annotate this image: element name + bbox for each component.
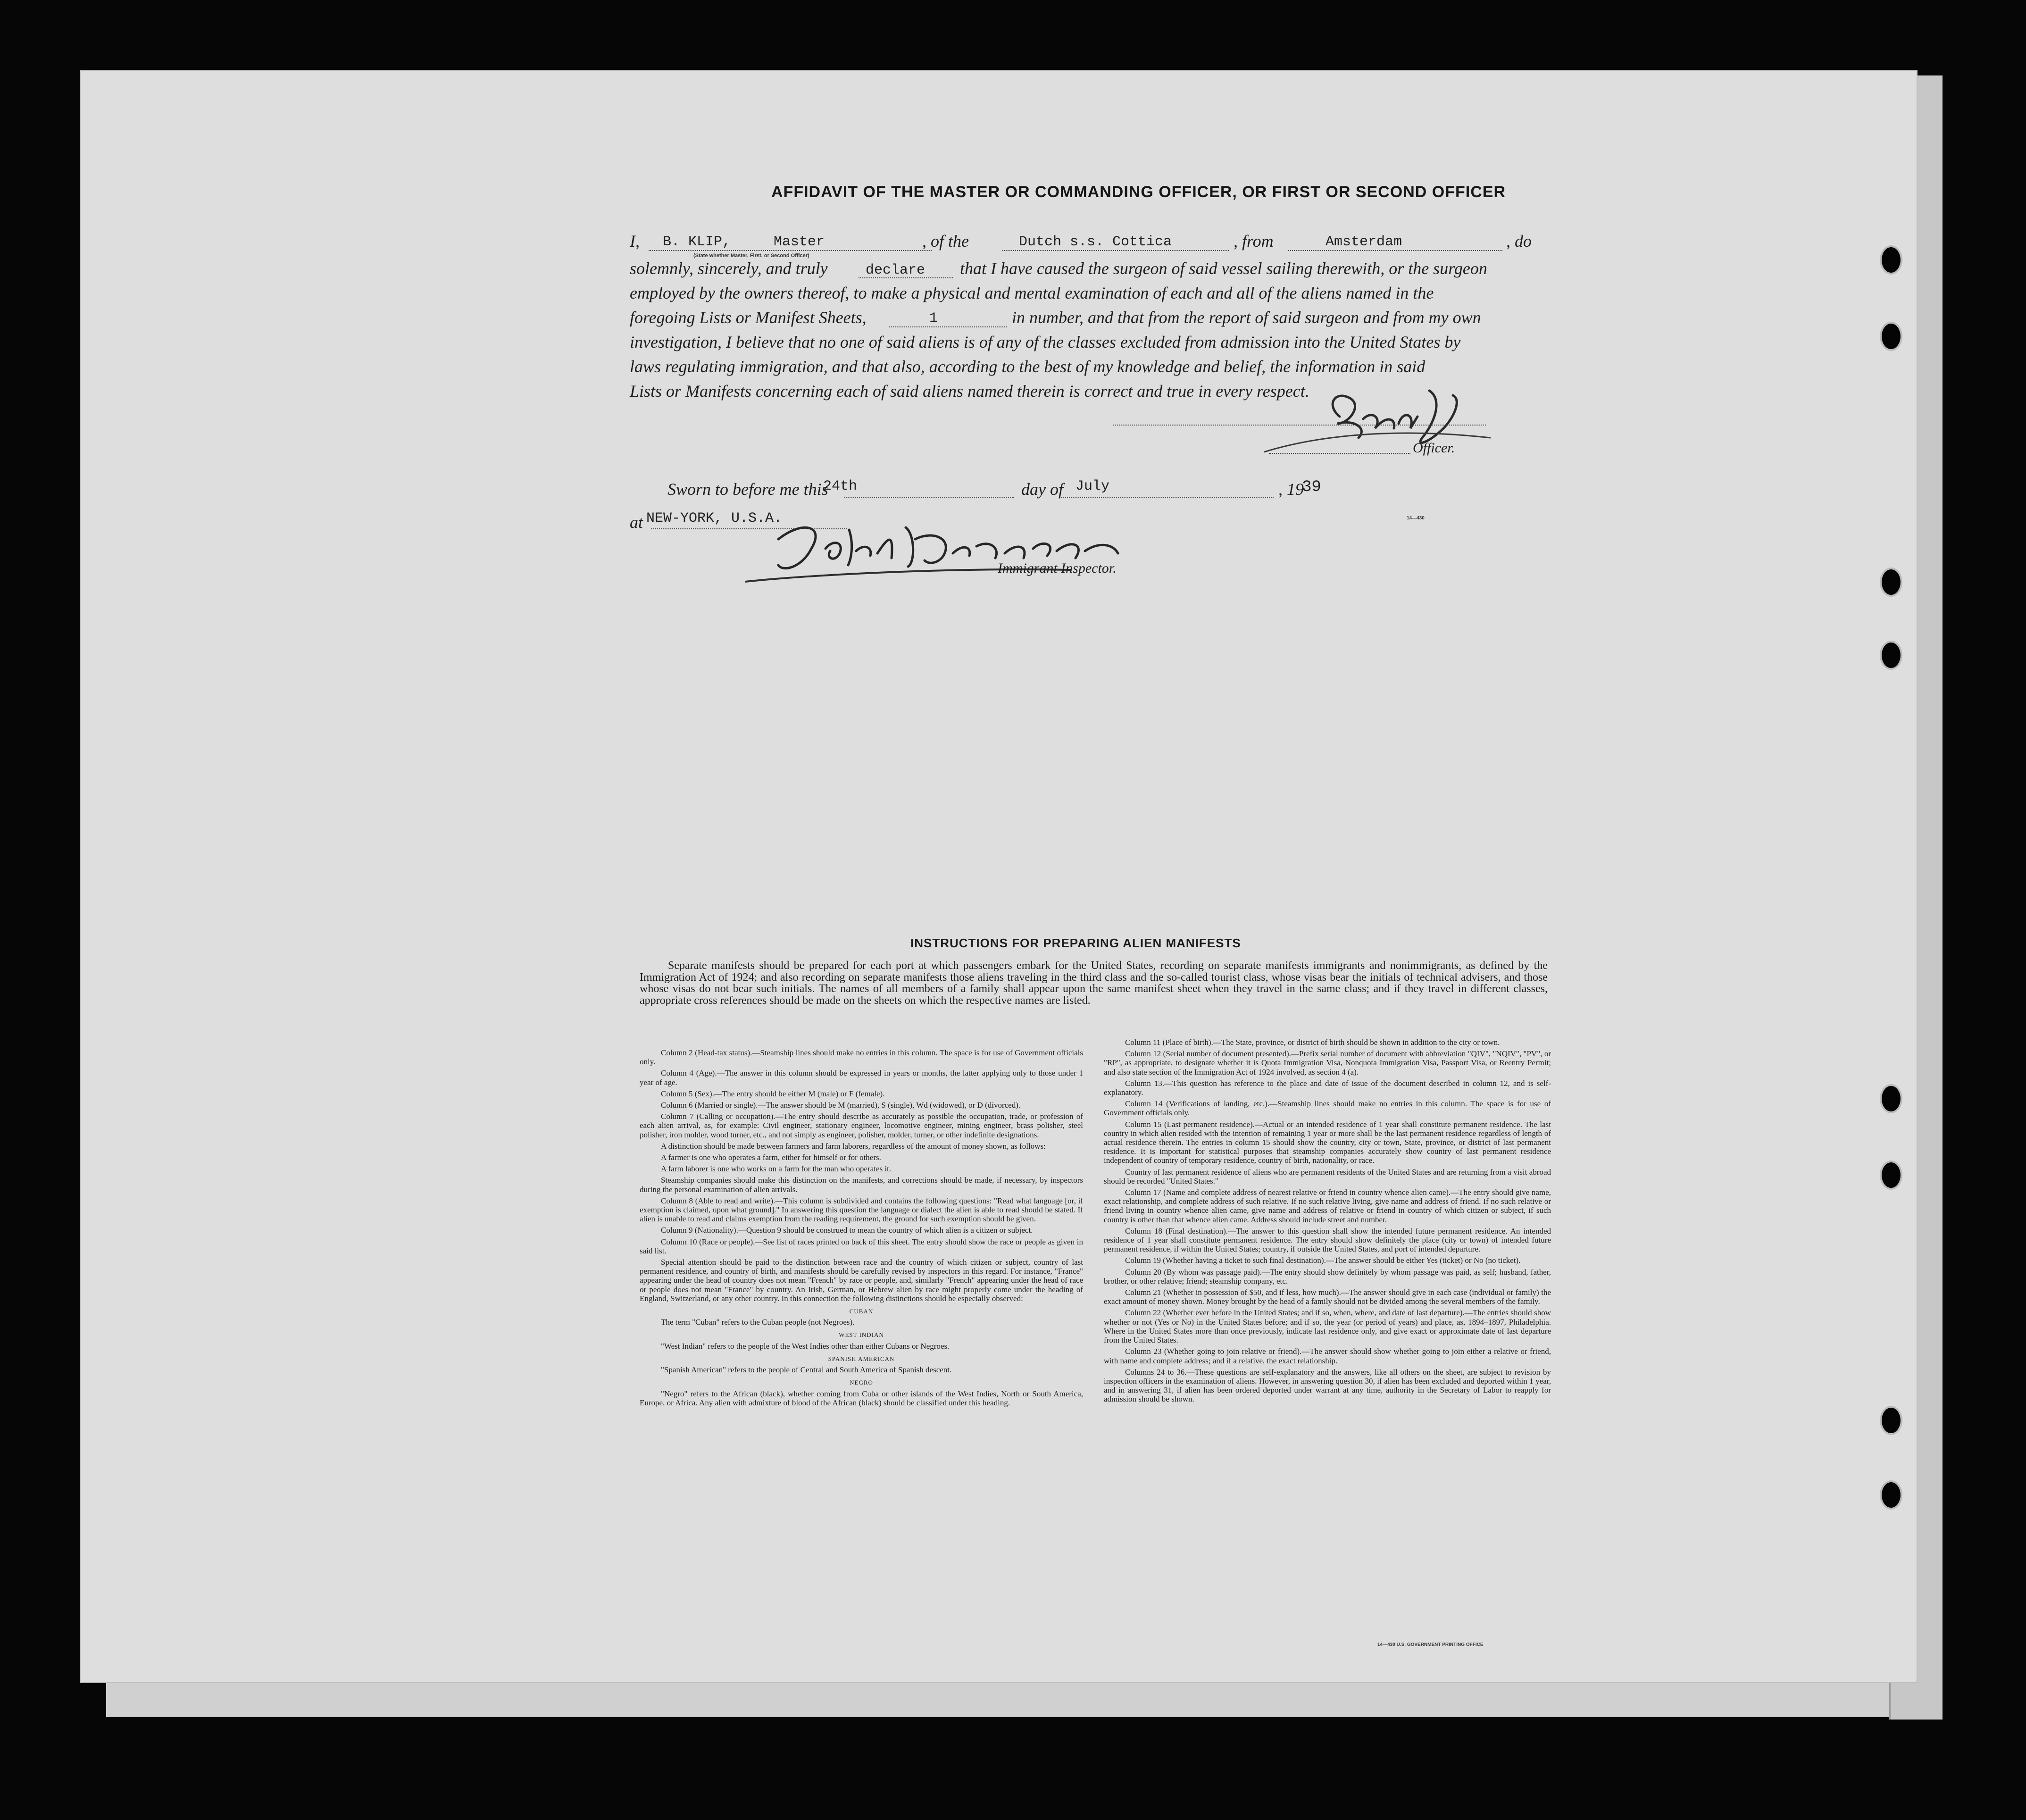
race-country-attention: Special attention should be paid to the distinction between race and the country of which citizen or subject, country of last permanent residence, and country of birth, and manifests should be carefully revised by inspectors in this regard. For instance, "France" appearing under the head of country does not mean "French" by race or people, and, similarly "French" appearing under the head of race or people does not mean "France" by country. An Irish, German, or Hebrew alien by race might properly come under the heading of England, Switzerland, or any other country. In this connection the following distinctions should be especially observed: (640, 1258, 1083, 1303)
column-15-instruction: Column 15 (Last permanent residence).—Actual or an intended residence of 1 year shall constitute permanent residence. The last country in which alien resided with the intention of remaining 1 year or more shall be the last permanent residence regardless of length of actual residence therein. The entries in column 15 should show the country, city or town, State, province, or district of last permanent residence. It is important for statistical purposes that steamship companies accurately show country of last permanent residence independent of country of temporary residence, country of birth, nationality, or race. (1104, 1119, 1551, 1165)
departure-port: Amsterdam (1326, 234, 1402, 250)
column-17-instruction: Column 17 (Name and complete address of nearest relative or friend in country whence alien came).—The entry should give name, exact relationship, and complete address of such relative. If no such relative living, give name and address of friend. If no such relative or friend living in country whence alien came, give name and address of relative or friend in country of which citizen or subject, if such country is other than that whence alien came. Address should include street and number. (1104, 1188, 1551, 1224)
officer-rule (1269, 453, 1410, 454)
cuban-heading: CUBAN (849, 1308, 874, 1315)
columns-24-36-instruction: Columns 24 to 36.—These questions are self-explanatory and the answers, like all others on the sheet, are subject to revision by inspection officers in the examination of aliens. However, in answering question 30, if alien has been excluded and deported within 1 year, and in answering 31, if alien has been ordered deported under warrant at any time, authority in the Secretary of Labor to reapply for admission should be shown. (1104, 1367, 1551, 1404)
line4-end: in number, and that from the report of said surgeon and from my own (1012, 308, 1481, 327)
sworn-line (667, 479, 1328, 499)
sworn-year: 39 (1302, 478, 1321, 496)
affidavit-line-4 (630, 308, 1481, 327)
master-rank: Master (774, 234, 825, 250)
column-6-instruction: Column 6 (Married or single).—The answer should be M (married), S (single), Wd (widowed), or D (divorced). (661, 1101, 1021, 1110)
year-prefix: , 19 (1278, 480, 1304, 499)
sworn-month: July (1076, 478, 1110, 494)
affidavit-of-the: , of the (922, 232, 969, 250)
us-residence-note: Country of last permanent residence of aliens who are permanent residents of the United States and are returning from a visit abroad should be recorded "United States." (1104, 1167, 1551, 1186)
month-rule (1061, 497, 1274, 498)
manifest-page (80, 70, 1918, 1683)
sworn-place: NEW-YORK, U.S.A. (646, 510, 783, 526)
declare-word: declare (866, 262, 925, 278)
port-rule (1288, 250, 1502, 251)
instructions-left-column (640, 1048, 1083, 1410)
affidavit-line-7: Lists or Manifests concerning each of said aliens named therein is correct and true in every respect. (630, 382, 1309, 401)
column-20-instruction: Column 20 (By whom was passage paid).—The entry should show definitely by whom passage was paid, as self; husband, father, brother, or other relative; friend; steamship company, etc. (1104, 1267, 1551, 1286)
farmer-distinction: A distinction should be made between farmers and farm laborers, regardless of the amount of money shown, as follows: (661, 1141, 1046, 1151)
column-11-instruction: Column 11 (Place of birth).—The State, province, or district of birth should be shown in addition to the city or town. (1125, 1038, 1500, 1047)
master-signature (1208, 372, 1500, 457)
steamship-distinction: Steamship companies should make this distinction on the manifests, and corrections should be made, if necessary, by inspectors during the personal examination of alien arrivals. (640, 1176, 1083, 1194)
form-code: 14—430 (1407, 516, 1425, 521)
column-23-instruction: Column 23 (Whether going to join relative or friend).—The answer should show whether going to join either a relative or friend, with name and complete address; and if a relative, the exact relationship. (1104, 1347, 1551, 1365)
column-2-instruction: Column 2 (Head-tax status).—Steamship lines should make no entries in this column. The space is for use of Government officials only. (640, 1048, 1083, 1067)
column-19-instruction: Column 19 (Whether having a ticket to such final destination).—The answer should be either Yes (ticket) or No (no ticket). (1125, 1256, 1521, 1265)
punch-hole (1880, 245, 1902, 275)
affidavit-line-5: investigation, I believe that no one of said aliens is of any of the classes excluded from admission into the United States by (630, 333, 1461, 351)
sheets-count: 1 (929, 310, 938, 326)
punch-hole (1880, 568, 1902, 597)
column-8-instruction: Column 8 (Able to read and write).—This column is subdivided and contains the following questions: "Read what language [or, if exemption is claimed, upon what ground]." In answering this question the language or dialect the alien is able to read should be stated. If alien is unable to read and claims exemption from the reading requirement, the ground for such exemption should be given. (640, 1196, 1083, 1224)
column-21-instruction: Column 21 (Whether in possession of $50, and if less, how much).—The answer should give in each case (individual or family) the exact amount of money shown. Money brought by the head of a family should not be divided among the several members of the family. (1104, 1288, 1551, 1306)
sheets-rule (889, 326, 1007, 327)
farmer-definition: A farmer is one who operates a farm, either for himself or for others. (661, 1153, 881, 1162)
column-4-instruction: Column 4 (Age).—The answer in this column should be expressed in years or months, the latter applying only to those under 1 year of age. (640, 1069, 1083, 1087)
column-14-instruction: Column 14 (Verifications of landing, etc.).—Steamship lines should make no entries in this column. The space is for use of Government officials only. (1104, 1099, 1551, 1118)
spanish-american-definition: "Spanish American" refers to the people of Central and South America of Spanish descent. (661, 1365, 952, 1375)
punch-hole (1880, 1160, 1902, 1190)
sworn-label: Sworn to before me this (667, 480, 828, 499)
column-22-instruction: Column 22 (Whether ever before in the United States; and if so, when, where, and date of last departure).—The entries should show whether or not (Yes or No) in the United States before; and if so, the year (or period of years) and place, as, 1894–1897, Philadelphia. Where in the United States more than once previously, indicate last residence only, and give exact or approximate date of last departure from the United States. (1104, 1308, 1551, 1345)
column-7-instruction: Column 7 (Calling or occupation).—The entry should describe as accurately as possible the occupation, trade, or profession of each alien arrival, as, for example: Civil engineer, stationary engineer, locomotive engineer, mining engineer, brass polisher, steel polisher, iron molder, wood turner, etc., and not simply as engineer, polisher, molder, turner, or other indefinite designations. (640, 1112, 1083, 1139)
negro-definition: "Negro" refers to the African (black), whether coming from Cuba or other islands of the West Indies, North or South America, Europe, or Africa. Any alien with admixture of blood of the African (black) should be classified under this heading. (640, 1389, 1083, 1407)
affidavit-line-6: laws regulating immigration, and that also, according to the best of my knowledge and belief, the information in said (630, 357, 1426, 376)
affidavit-from-label: , from (1234, 232, 1274, 250)
rank-rule (649, 250, 932, 251)
cuban-definition: The term "Cuban" refers to the Cuban people (not Negroes). (661, 1318, 855, 1327)
column-5-instruction: Column 5 (Sex).—The entry should be either M (male) or F (female). (661, 1089, 885, 1098)
affidavit-i: I, (630, 232, 640, 250)
sworn-day: 24th (823, 478, 858, 494)
punch-hole (1880, 1084, 1902, 1113)
affidavit-do-label: , do (1506, 232, 1532, 250)
column-10-instruction: Column 10 (Race or people).—See list of races printed on back of this sheet. The entry should show the race or people as given in said list. (640, 1237, 1083, 1255)
column-9-instruction: Column 9 (Nationality).—Question 9 should be construed to mean the country of which alien is a citizen or subject. (661, 1226, 1033, 1235)
punch-hole (1880, 641, 1902, 670)
column-12-instruction: Column 12 (Serial number of document presented).—Prefix serial number of document with abbreviation "QIV", "NQIV", "PV", or "RP", as appropriate, to designate whether it is Quota Immigration Visa, Nonquota Immigration Visa, Passport Visa, or Reentry Permit; and also state section of the Immigration Act of 1924 involved, as section 4 (a). (1104, 1049, 1551, 1077)
spanish-american-heading: SPANISH AMERICAN (828, 1355, 895, 1362)
master-name: B. KLIP, (663, 234, 731, 250)
west-indian-heading: WEST INDIAN (839, 1331, 884, 1339)
west-indian-definition: "West Indian" refers to the people of the West Indies other than either Cubans or Negroes. (661, 1341, 950, 1351)
negro-heading: NEGRO (850, 1379, 873, 1386)
punch-hole (1880, 322, 1902, 351)
inspector-signature (670, 511, 1259, 591)
day-rule (844, 497, 1014, 498)
vessel-name: Dutch s.s. Cottica (1019, 234, 1172, 250)
punch-hole (1880, 1406, 1902, 1435)
affidavit-line-3: employed by the owners thereof, to make a physical and mental examination of each and all of the aliens named in the (630, 284, 1434, 302)
punch-hole (1880, 1480, 1902, 1510)
line2-start: solemnly, sincerely, and truly (630, 259, 828, 278)
instructions-intro: Separate manifests should be prepared for each port at which passengers embark for the United States, recording on separate manifests immigrants and nonimmigrants, as defined by the Immigration Act of 1924; and also recording on separate manifests those aliens traveling in the third class and the so-called tourist class, whose visas bear the initials of technical advisers, and those whose visas do not bear such initials. The names of all members of a family shall appear upon the same manifest sheet when they travel in the same class; and if they travel in different classes, appropriate cross references should be made on the sheets on which the respective names are listed. (640, 960, 1548, 1007)
line4-start: foregoing Lists or Manifest Sheets, (630, 308, 867, 327)
vessel-rule (1002, 250, 1229, 251)
line2-end: that I have caused the surgeon of said vessel sailing therewith, or the surgeon (960, 259, 1487, 278)
rank-note: (State whether Master, First, or Second Officer) (693, 253, 809, 259)
column-18-instruction: Column 18 (Final destination).—The answer to this question shall show the intended future permanent residence. An intended residence of 1 year shall constitute permanent residence. The entry should show definitely the place (city or town) of intended future permanent residence, if within the United States; country, if outside the United States, and port of intended departure. (1104, 1226, 1551, 1254)
farm-laborer-definition: A farm laborer is one who works on a farm for the man who operates it. (661, 1164, 892, 1174)
column-13-instruction: Column 13.—This question has reference to the place and date of issue of the document described in column 12, and is self-explanatory. (1104, 1078, 1551, 1097)
officer-label: Officer. (1413, 440, 1455, 456)
affidavit-title: AFFIDAVIT OF THE MASTER OR COMMANDING OFFICER, OR FIRST OR SECOND OFFICER (771, 183, 1506, 201)
day-of-label: day of (1021, 480, 1063, 499)
instructions-title: INSTRUCTIONS FOR PREPARING ALIEN MANIFESTS (910, 936, 1241, 950)
inspector-label: Immigrant Inspector. (998, 560, 1117, 576)
instructions-right-column (1104, 1038, 1551, 1406)
at-label: at (630, 513, 643, 532)
printing-office-footer: 14—430 U.S. GOVERNMENT PRINTING OFFICE (1377, 1642, 1484, 1647)
